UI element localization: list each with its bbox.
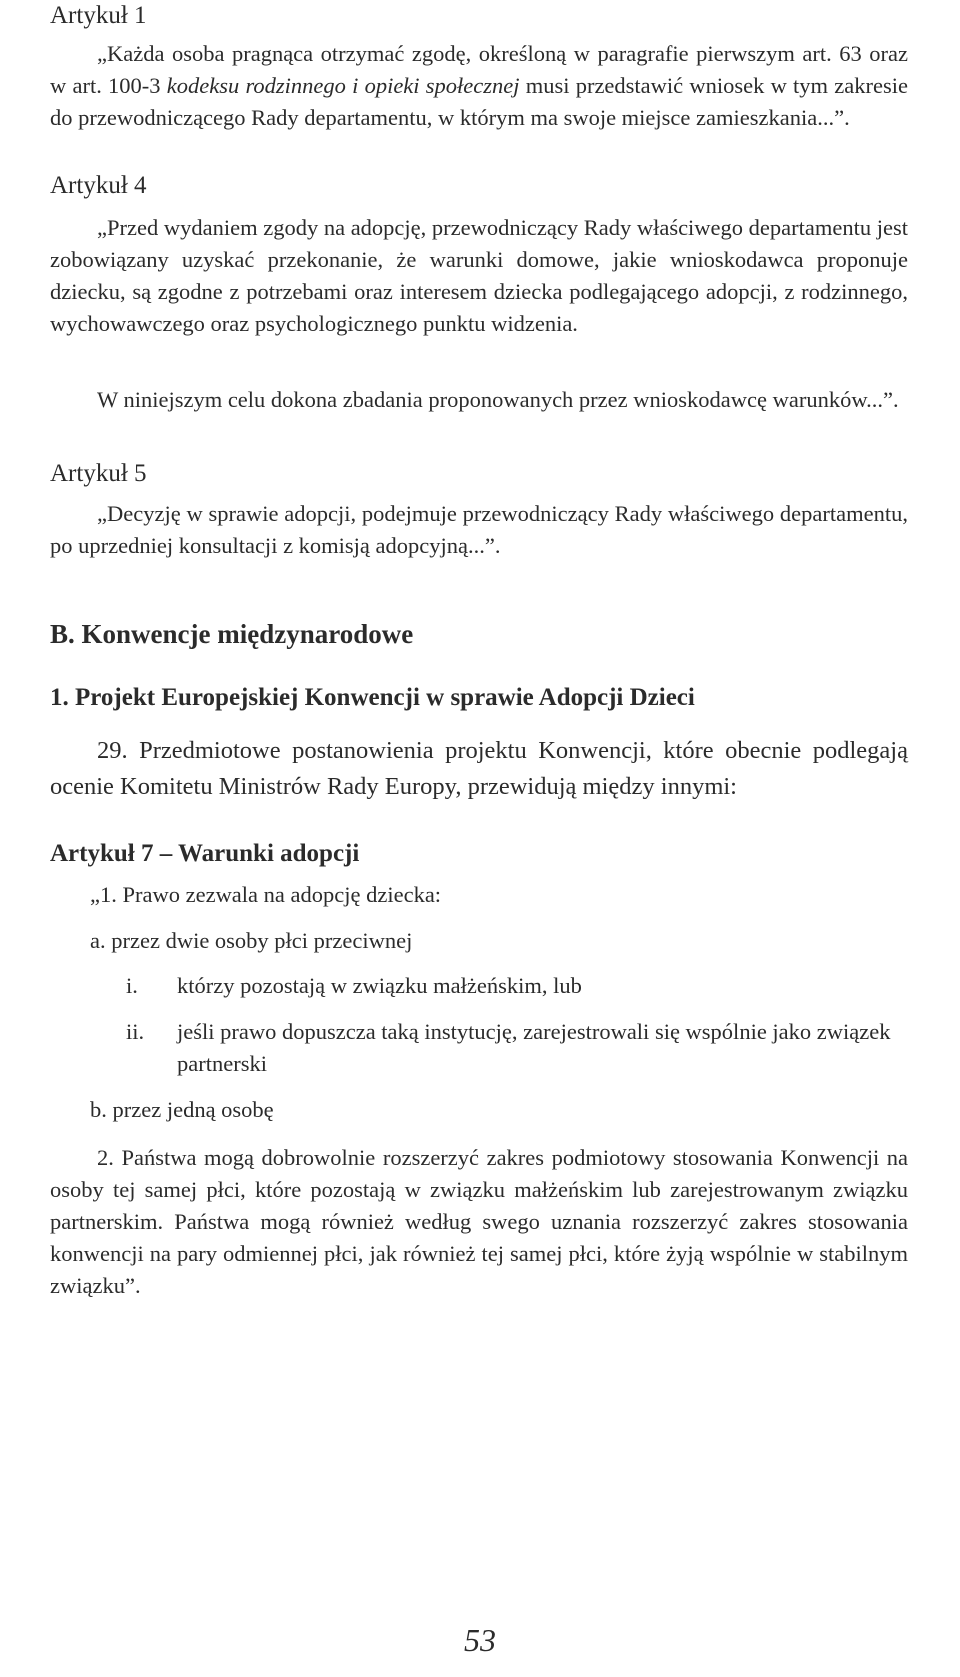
subsection-1-heading: 1. Projekt Europejskiej Konwencji w sprawie Adopcji Dzieci [50,684,695,711]
article-7-intro: „1. Prawo zezwala na adopcję dziecka: [90,882,442,907]
article-1-text [50,38,908,134]
article-1-text-part-a: „Każda osoba pragnąca otrzymać zgodę, określoną w paragrafie pierwszym art. 63 oraz w art. 100-3 [50,41,908,98]
article-7-item-i-number: i. [126,973,138,998]
article-7-item-ii-number: ii. [126,1019,145,1044]
article-5-paragraph: „Decyzję w sprawie adopcji, podejmuje przewodniczący Rady właściwego departamentu, po uprzedniej konsultacji z komisją adopcyjną...”. [50,501,908,558]
article-5-heading: Artykuł 5 [50,460,147,487]
article-7-point-b: b. przez jedną osobę [90,1097,274,1122]
article-1-heading: Artykuł 1 [50,2,147,29]
article-7-item-i-text: którzy pozostają w związku małżeńskim, lub [177,973,582,998]
paragraph-29: 29. Przedmiotowe postanowienia projektu Konwencji, które obecnie podlegają ocenie Komitetu Ministrów Rady Europy, przewidują między innymi: [50,737,908,800]
article-7-paragraph-2: 2. Państwa mogą dobrowolnie rozszerzyć zakres podmiotowy stosowania Konwencji na osoby tej samej płci, które pozostają w związku małżeńskim lub zarejestrowanym związku partnerskim. Państwa mogą również według swego uznania rozszerzyć zakres stosowania konwencji na pary odmiennej płci, jak również tej samej płci, które żyją wspólnie w stabilnym związku”. [50,1145,908,1298]
page-number: 53 [464,1622,496,1658]
article-7-item-ii-text: jeśli prawo dopuszcza taką instytucję, zarejestrowali się wspólnie jako związek partnerski [177,1019,891,1076]
article-1-text-part-b: musi przedstawić wniosek w tym zakresie do przewodniczącego Rady departamentu, w którym ma swoje miejsce zamieszkania...”. [50,73,908,130]
article-4-paragraph-1: „Przed wydaniem zgody na adopcję, przewodniczący Rady właściwego departamentu jest zobowiązany uzyskać przekonanie, że warunki domowe, jakie wnioskodawca proponuje dziecku, są zgodne z potrzebami oraz interesem dziecka podlegającego adopcji, z rodzinnego, wychowawczego oraz psychologicznego punktu widzenia. [50,215,908,336]
article-1-code-name: kodeksu rodzinnego i opieki społecznej [166,73,520,98]
article-4-heading: Artykuł 4 [50,172,147,199]
article-7-point-a: a. przez dwie osoby płci przeciwnej [90,928,413,953]
article-4-paragraph-2: W niniejszym celu dokona zbadania proponowanych przez wnioskodawcę warunków...”. [97,387,899,412]
section-b-heading: B. Konwencje międzynarodowe [50,619,414,649]
article-7-heading: Artykuł 7 – Warunki adopcji [50,840,360,867]
